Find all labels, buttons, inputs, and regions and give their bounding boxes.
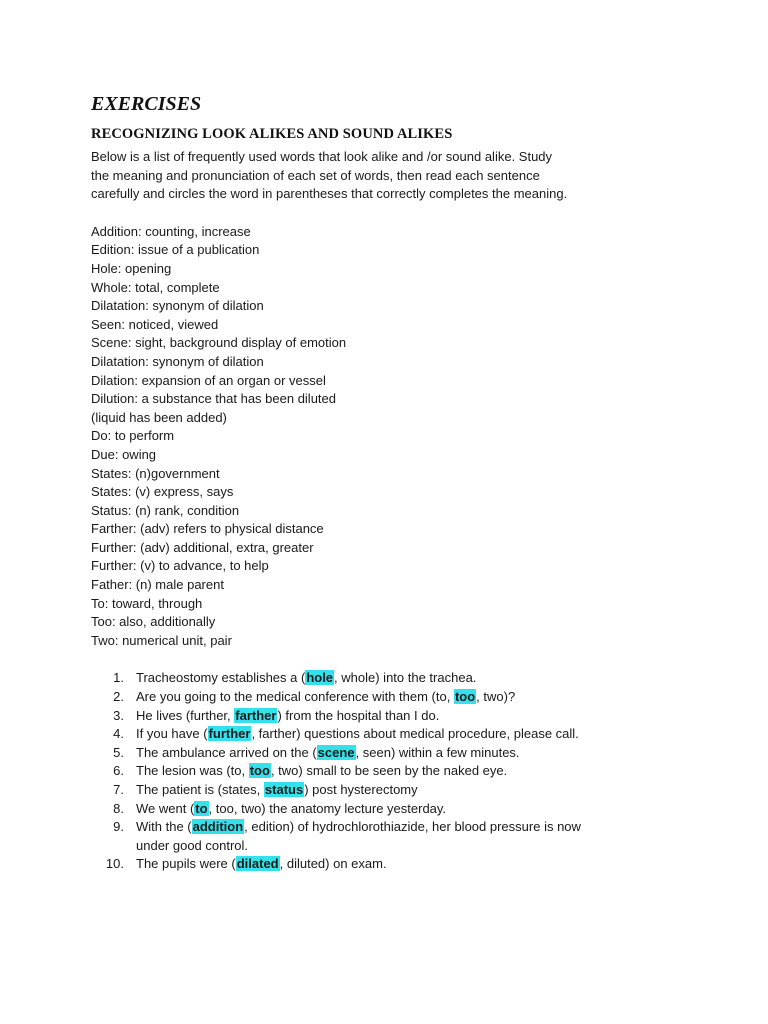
exercise-text-after: , edition) of hydrochlorothiazide, her blood pressure is now	[244, 819, 581, 835]
definition-item: Further: (adv) additional, extra, greater	[91, 539, 314, 555]
exercise-item	[91, 781, 711, 800]
exercise-number: 7.	[113, 782, 124, 797]
exercise-item	[91, 800, 711, 819]
highlighted-answer: hole	[306, 670, 334, 686]
exercise-text-before: The patient is (states,	[136, 782, 264, 797]
definitions-list	[91, 223, 711, 651]
definition-item: States: (n)government	[91, 465, 220, 481]
highlighted-answer: farther	[235, 707, 277, 723]
definition-item: Scene: sight, background display of emotion	[91, 335, 347, 351]
definition-item: Too: also, additionally	[91, 614, 216, 630]
definition-item: Dilution: a substance that has been diluted	[91, 391, 337, 407]
exercise-text-after: , two)?	[476, 689, 516, 705]
exercise-number: 2.	[113, 689, 124, 705]
exercise-number: 10.	[105, 856, 124, 872]
definition-item: Further: (v) to advance, to help	[91, 558, 269, 574]
highlighted-answer: dilated	[236, 856, 279, 872]
definition-item: Addition: counting, increase	[91, 223, 251, 239]
definition-item: Seen: noticed, viewed	[91, 316, 219, 332]
exercise-item	[91, 669, 711, 688]
intro-line: the meaning and pronunciation of each set of words, then read each sentence	[91, 167, 540, 183]
exercise-item	[91, 707, 711, 726]
definition-item: Farther: (adv) refers to physical distance	[91, 521, 324, 537]
highlighted-answer: addition	[192, 819, 244, 835]
exercise-number: 6.	[113, 763, 124, 779]
highlighted-answer: too	[249, 763, 270, 779]
highlighted-answer: status	[264, 782, 304, 797]
exercise-number: 1.	[113, 670, 124, 686]
exercise-item	[91, 744, 711, 763]
exercise-text-before: We went (	[136, 800, 195, 816]
definition-item: Two: numerical unit, pair	[91, 632, 232, 648]
definition-item: Dilatation: synonym of dilation	[91, 353, 264, 369]
exercise-text-before: The pupils were (	[136, 856, 236, 872]
exercise-text-after: , diluted) on exam.	[279, 856, 387, 872]
exercise-number: 8.	[113, 800, 124, 816]
exercise-text-before: The ambulance arrived on the (	[136, 744, 317, 760]
exercise-number: 3.	[113, 707, 124, 723]
definition-item: Do: to perform	[91, 428, 175, 444]
exercise-text-after: ) from the hospital than I do.	[277, 707, 440, 723]
exercise-item	[91, 762, 711, 781]
exercise-text-after: , too, two) the anatomy lecture yesterday.	[208, 800, 447, 816]
exercise-text-before: Tracheostomy establishes a (	[136, 670, 306, 686]
definition-item: Father: (n) male parent	[91, 577, 224, 593]
exercise-item	[91, 818, 711, 855]
highlighted-answer: scene	[317, 744, 355, 760]
exercise-text-after: , whole) into the trachea.	[334, 670, 477, 686]
exercise-item	[91, 725, 711, 744]
exercise-text-before: He lives (further,	[136, 707, 235, 723]
page-title: EXERCISES	[91, 93, 202, 115]
highlighted-answer: further	[208, 726, 251, 742]
intro-line: Below is a list of frequently used words that look alike and /or sound alike. Study	[91, 149, 553, 164]
exercise-text-before: With the (	[136, 819, 192, 835]
definition-item: Whole: total, complete	[91, 279, 220, 295]
document-page	[91, 92, 711, 874]
exercise-number: 5.	[113, 744, 124, 760]
intro-paragraph	[91, 148, 711, 204]
definition-item: To: toward, through	[91, 595, 203, 611]
exercise-number: 9.	[113, 819, 124, 835]
intro-line: carefully and circles the word in parentheses that correctly completes the meaning.	[91, 186, 568, 202]
definition-item: States: (v) express, says	[91, 484, 234, 500]
exercise-text-after: , two) small to be seen by the naked eye.	[270, 763, 508, 779]
exercise-text-after: ) post hysterectomy	[304, 782, 418, 797]
definition-item: (liquid has been added)	[91, 409, 227, 425]
exercise-number: 4.	[113, 726, 124, 742]
exercise-item	[91, 855, 711, 874]
definition-item: Dilation: expansion of an organ or vessel	[91, 372, 326, 388]
definition-item: Hole: opening	[91, 260, 172, 276]
definition-item: Status: (n) rank, condition	[91, 502, 240, 518]
exercise-text-before: Are you going to the medical conference with them (to,	[136, 689, 454, 705]
exercise-text-before: If you have (	[136, 726, 208, 742]
exercise-list	[91, 669, 711, 874]
definition-item: Edition: issue of a publication	[91, 242, 260, 258]
highlighted-answer: too	[454, 689, 476, 705]
highlighted-answer: to	[195, 800, 208, 816]
exercise-item	[91, 688, 711, 707]
exercise-text-after: , farther) questions about medical procedure, please call.	[251, 726, 579, 742]
exercise-text-continuation: under good control.	[136, 837, 249, 853]
exercise-text-after: , seen) within a few minutes.	[355, 744, 520, 760]
section-subtitle: RECOGNIZING LOOK ALIKES AND SOUND ALIKES	[91, 126, 453, 142]
exercise-text-before: The lesion was (to,	[136, 763, 249, 779]
definition-item: Dilatation: synonym of dilation	[91, 298, 264, 314]
definition-item: Due: owing	[91, 446, 157, 462]
